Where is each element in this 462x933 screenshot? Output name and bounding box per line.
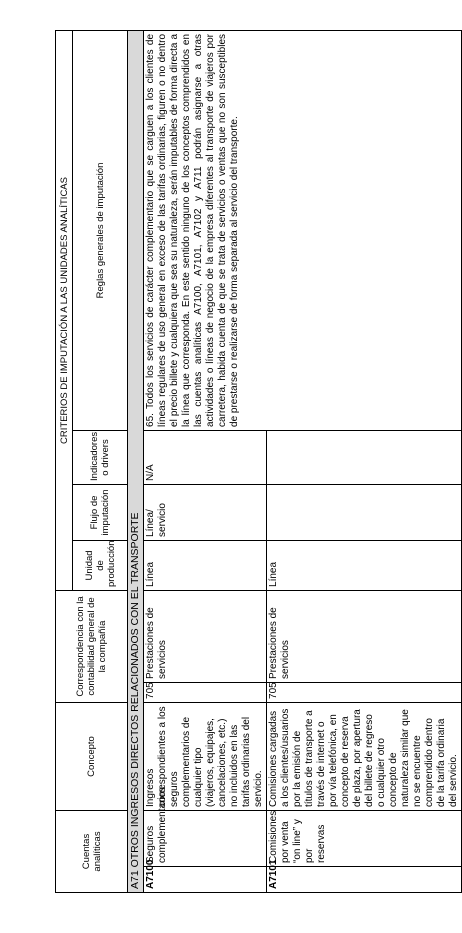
- account-code: A7100: [144, 867, 267, 893]
- header-cuentas: Cuentas analíticas: [56, 810, 128, 892]
- production-unit: Línea: [267, 540, 462, 590]
- imputation-rules: 65. Todos los servicios de carácter complementario que se carguen a los clientes de líneas regulares de uso general en exceso de las tarifas ordinarias, figuren o no dentro el precio billete y cualquiera que sea su naturaleza, serán imputables de forma directa a la línea que corresponda. En este sentido ninguno de los conceptos comprendidos en las cuentas analíticas A7100, A7101, A7102 y A711 podrán asignarse a otras actividades o líneas de negocio de la empresa diferentes al transporte de viajeros por carretera, habida cuenta de que se trata de servicios o ventas que no son susceptibles de prestarse o realizarse de forma separada al servicio del transporte.: [144, 30, 462, 430]
- indicators: N/A: [144, 430, 267, 484]
- header-indicadores: Indicadores o drivers: [73, 430, 128, 484]
- account-name: Seguros complementarios: [144, 810, 267, 866]
- ledger-description: Prestaciones de servicios: [144, 590, 267, 682]
- imputation-criteria-table: [55, 30, 462, 893]
- imputation-flow: [267, 484, 462, 540]
- table-row: [144, 30, 267, 892]
- imputation-flow: Línea/ servicio: [144, 484, 267, 540]
- header-flujo: Flujo de imputación: [73, 484, 128, 540]
- production-unit: Línea: [144, 540, 267, 590]
- ledger-description: Prestaciones de servicios: [267, 590, 462, 682]
- header-correspondencia: Correspondencia con la contabilidad general de la compañía: [56, 590, 128, 702]
- concept-text: Ingresos correspondientes a los seguros complementarios de cualquier tipo (viajeros, equipajes, cancelaciones, etc.) no incluidos en las tarifas ordinarias del servicio.: [144, 702, 267, 810]
- account-name: Comisiones por venta “on line” y por reservas: [267, 810, 462, 866]
- header-criteria-title: CRITERIOS DE IMPUTACIÓN A LAS UNIDADES ANALÍTICAS: [56, 30, 73, 590]
- header-unidad: Unidad de producción: [73, 540, 128, 590]
- section-title: A71 OTROS INGRESOS DIRECTOS RELACIONADOS CON EL TRANSPORTE: [128, 30, 144, 892]
- section-row: [128, 30, 144, 892]
- indicators: [267, 430, 462, 484]
- header-reglas: Reglas generales de imputación: [73, 30, 128, 430]
- header-row-top: [56, 30, 73, 892]
- ledger-account: 705: [267, 682, 462, 702]
- concept-text: Comisiones cargadas a los clientes/usuarios por la emisión de títulos de transporte a través de internet o por vía telefónica, en concepto de reserva de plaza, por apertura del billete de regreso o cualquier otro concepto de naturaleza similar que no se encuentre comprendido dentro de la tarifa ordinaria del servicio.: [267, 702, 462, 810]
- header-concepto: Concepto: [56, 702, 128, 810]
- ledger-account: 705: [144, 682, 267, 702]
- account-code: A7101: [267, 867, 462, 893]
